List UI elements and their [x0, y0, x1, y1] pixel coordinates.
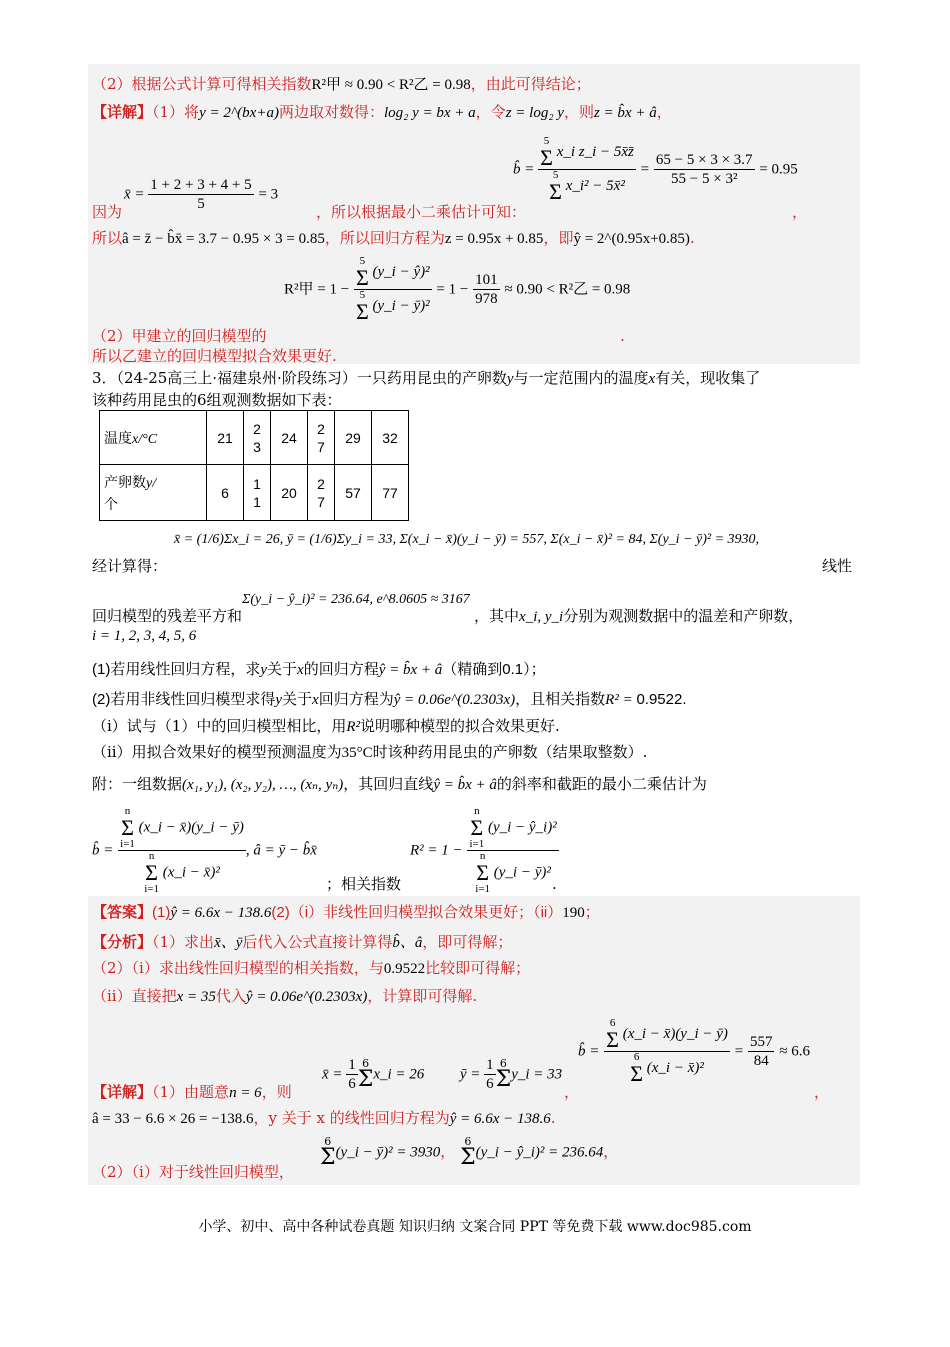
problem3-line1: 3．（24-25高三上·福建泉州·阶段练习）一只药用昆虫的产卵数y与一定范围内的温度x有关，现收集了 — [92, 369, 761, 387]
cell: 2 7 — [308, 465, 335, 521]
r2-formula: R²甲 = 1 − 5 Σ (y_i − ŷ)² 5 Σ (y_i − ȳ)² = 1 − $\frac{101}{978}$ ≈ 0.90 < R²乙 = 0.98 — [284, 255, 631, 324]
calc-formula: x̄ = (1/6)Σx_i = 26, ȳ = (1/6)Σy_i = 33, Σ(x_i − x̄)(y_i − ȳ) = 557, Σ(x_i − x̄)² = 84, Σ(y_i − ȳ)² = 3930, — [174, 532, 760, 547]
calc-tail: 线性 — [822, 557, 853, 575]
p2-conclusion: 所以乙建立的回归模型拟合效果更好. — [92, 347, 337, 365]
cell: 21 — [207, 411, 244, 465]
analysis-2: （2）（i）求出线性回归模型的相关指数，与0.9522比较即可得解； — [92, 959, 531, 977]
cell: 57 — [335, 465, 372, 521]
question-2-ii: （ii）用拟合效果好的模型预测温度为35°C时该种药用昆虫的产卵数（结果取整数）. — [92, 743, 648, 761]
question-2: (2)若用非线性回归模型求得y关于x回归方程为ŷ = 0.06e^(0.2303x)，且相关指数R² = 0.9522. — [92, 691, 687, 708]
comma4: ， — [814, 1083, 830, 1101]
problem3-line2: 该种药用昆虫的6组观测数据如下表： — [92, 391, 342, 409]
p2-model-line: （2）甲建立的回归模型的 — [92, 327, 267, 345]
det-2-math: 6 Σ (y_i − ȳ)² = 3930， 6 Σ (y_i − ŷ_i)² = 236.64， — [320, 1135, 619, 1170]
observation-table — [99, 410, 409, 521]
resid-line: 回归模型的残差平方和Σ(y_i − ŷ_i)² = 236.64, e^8.0605 ≈ 3167，其中x_i, y_i分别为观测数据中的温差和产卵数， — [92, 592, 804, 625]
det-2: （2）（i）对于线性回归模型， — [92, 1163, 294, 1181]
a-line: 所以â = z̄ − b̂x̄ = 3.7 − 0.95 × 3 = 0.85，所以回归方程为z = 0.95x + 0.85，即ŷ = 2^(0.95x+0.85). — [92, 229, 695, 247]
detail-line: 【详解】（1）将y = 2^(bx+a)两边取对数得：log₂ y = bx + a，令z = log₂ y，则z = b̂x + â， — [92, 103, 672, 121]
period: . — [620, 327, 625, 345]
i-range: i = 1, 2, 3, 4, 5, 6 — [92, 628, 197, 644]
cell: 24 — [271, 411, 308, 465]
appendix-sep: ；相关指数 — [326, 875, 402, 893]
answer-line: 【答案】(1)ŷ = 6.6x − 138.6(2)（i）非线性回归模型拟合效果更好；（ii）190； — [92, 903, 600, 921]
mean-x-formula: x̄ = $\frac{1 + 2 + 3 + 4 + 5}{5}$ = 3 — [124, 177, 279, 212]
cell: 2 7 — [308, 411, 335, 465]
mean-line: 因为 ，所以根据最小二乘估计可知： — [92, 203, 527, 221]
cell: 6 — [207, 465, 244, 521]
comma3: ， — [564, 1083, 580, 1101]
cell: 1 1 — [244, 465, 271, 521]
det-means: x̄ = $\frac{1}{6}$ 6 Σ x_i = 26 ȳ = $\frac{1}{6}$ 6 Σ y_i = 33 — [322, 1057, 563, 1092]
cell: 2 3 — [244, 411, 271, 465]
det-a-line: â = 33 − 6.6 × 26 = −138.6，y 关于 x 的线性回归方程为ŷ = 6.6x − 138.6. — [92, 1109, 556, 1127]
analysis-1: 【分析】（1）求出x̄、ȳ后代入公式直接计算得b̂、â，即可得解； — [92, 933, 513, 951]
appendix-r2-formula: R² = 1 − n Σ i=1 (y_i − ŷ_i)² n Σ i=1 (y_i − ȳ)² — [410, 805, 557, 895]
cell: 32 — [372, 411, 409, 465]
cell: 29 — [335, 411, 372, 465]
cell: 77 — [372, 465, 409, 521]
question-1: (1)若用线性回归方程，求y关于x的回归方程ŷ = b̂x + â（精确到0.1）； — [92, 661, 546, 678]
row1-label: 温度x/°C — [100, 411, 207, 465]
calc-line: 经计算得： — [92, 557, 168, 575]
analysis-3: （ii）直接把x = 35代入ŷ = 0.06e^(0.2303x)，计算即可得解. — [92, 987, 478, 1005]
b-hat-formula: b̂ = 5 Σ x_i z_i − 5x̄z̄ 5 Σ x_i² − 5x̄² = $\frac{65 - 5 \times 3 \times 3.7}{\text{55 − 5 × 3²}}$ = 0.95 — [513, 135, 798, 204]
footer: 小学、初中、高中各种试卷真题 知识归纳 文案合同 PPT 等免费下载 www.doc985.com — [198, 1219, 752, 1235]
row2-label: 产卵数y/ 个 — [100, 465, 207, 521]
det-1: 【详解】（1）由题意n = 6，则 — [92, 1083, 292, 1101]
question-2-i: （i）试与（1）中的回归模型相比，用R²说明哪种模型的拟合效果更好. — [92, 717, 560, 735]
period2: . — [552, 875, 557, 893]
cell: 20 — [271, 465, 308, 521]
det-b-formula: b̂ = 6 Σ (x_i − x̄)(y_i − ȳ) 6 Σ (x_i − x̄)² = $\frac{557}{84}$ ≈ 6.6 — [578, 1017, 810, 1086]
appendix-b-formula: b̂ = n Σ i=1 (x_i − x̄)(y_i − ȳ) n Σ i=1 (x_i − x̄)² , â = ȳ − b̂x̄ — [92, 805, 317, 895]
p2-line: （2）根据公式计算可得相关指数R²甲 ≈ 0.90 < R²乙 = 0.98，由此可得结论； — [92, 75, 591, 93]
comma: ， — [792, 203, 808, 221]
appendix-line: 附：一组数据(x₁, y₁), (x₂, y₂), …, (xₙ, yₙ)，其回归直线ŷ = b̂x + â的斜率和截距的最小二乘估计为 — [92, 775, 707, 793]
